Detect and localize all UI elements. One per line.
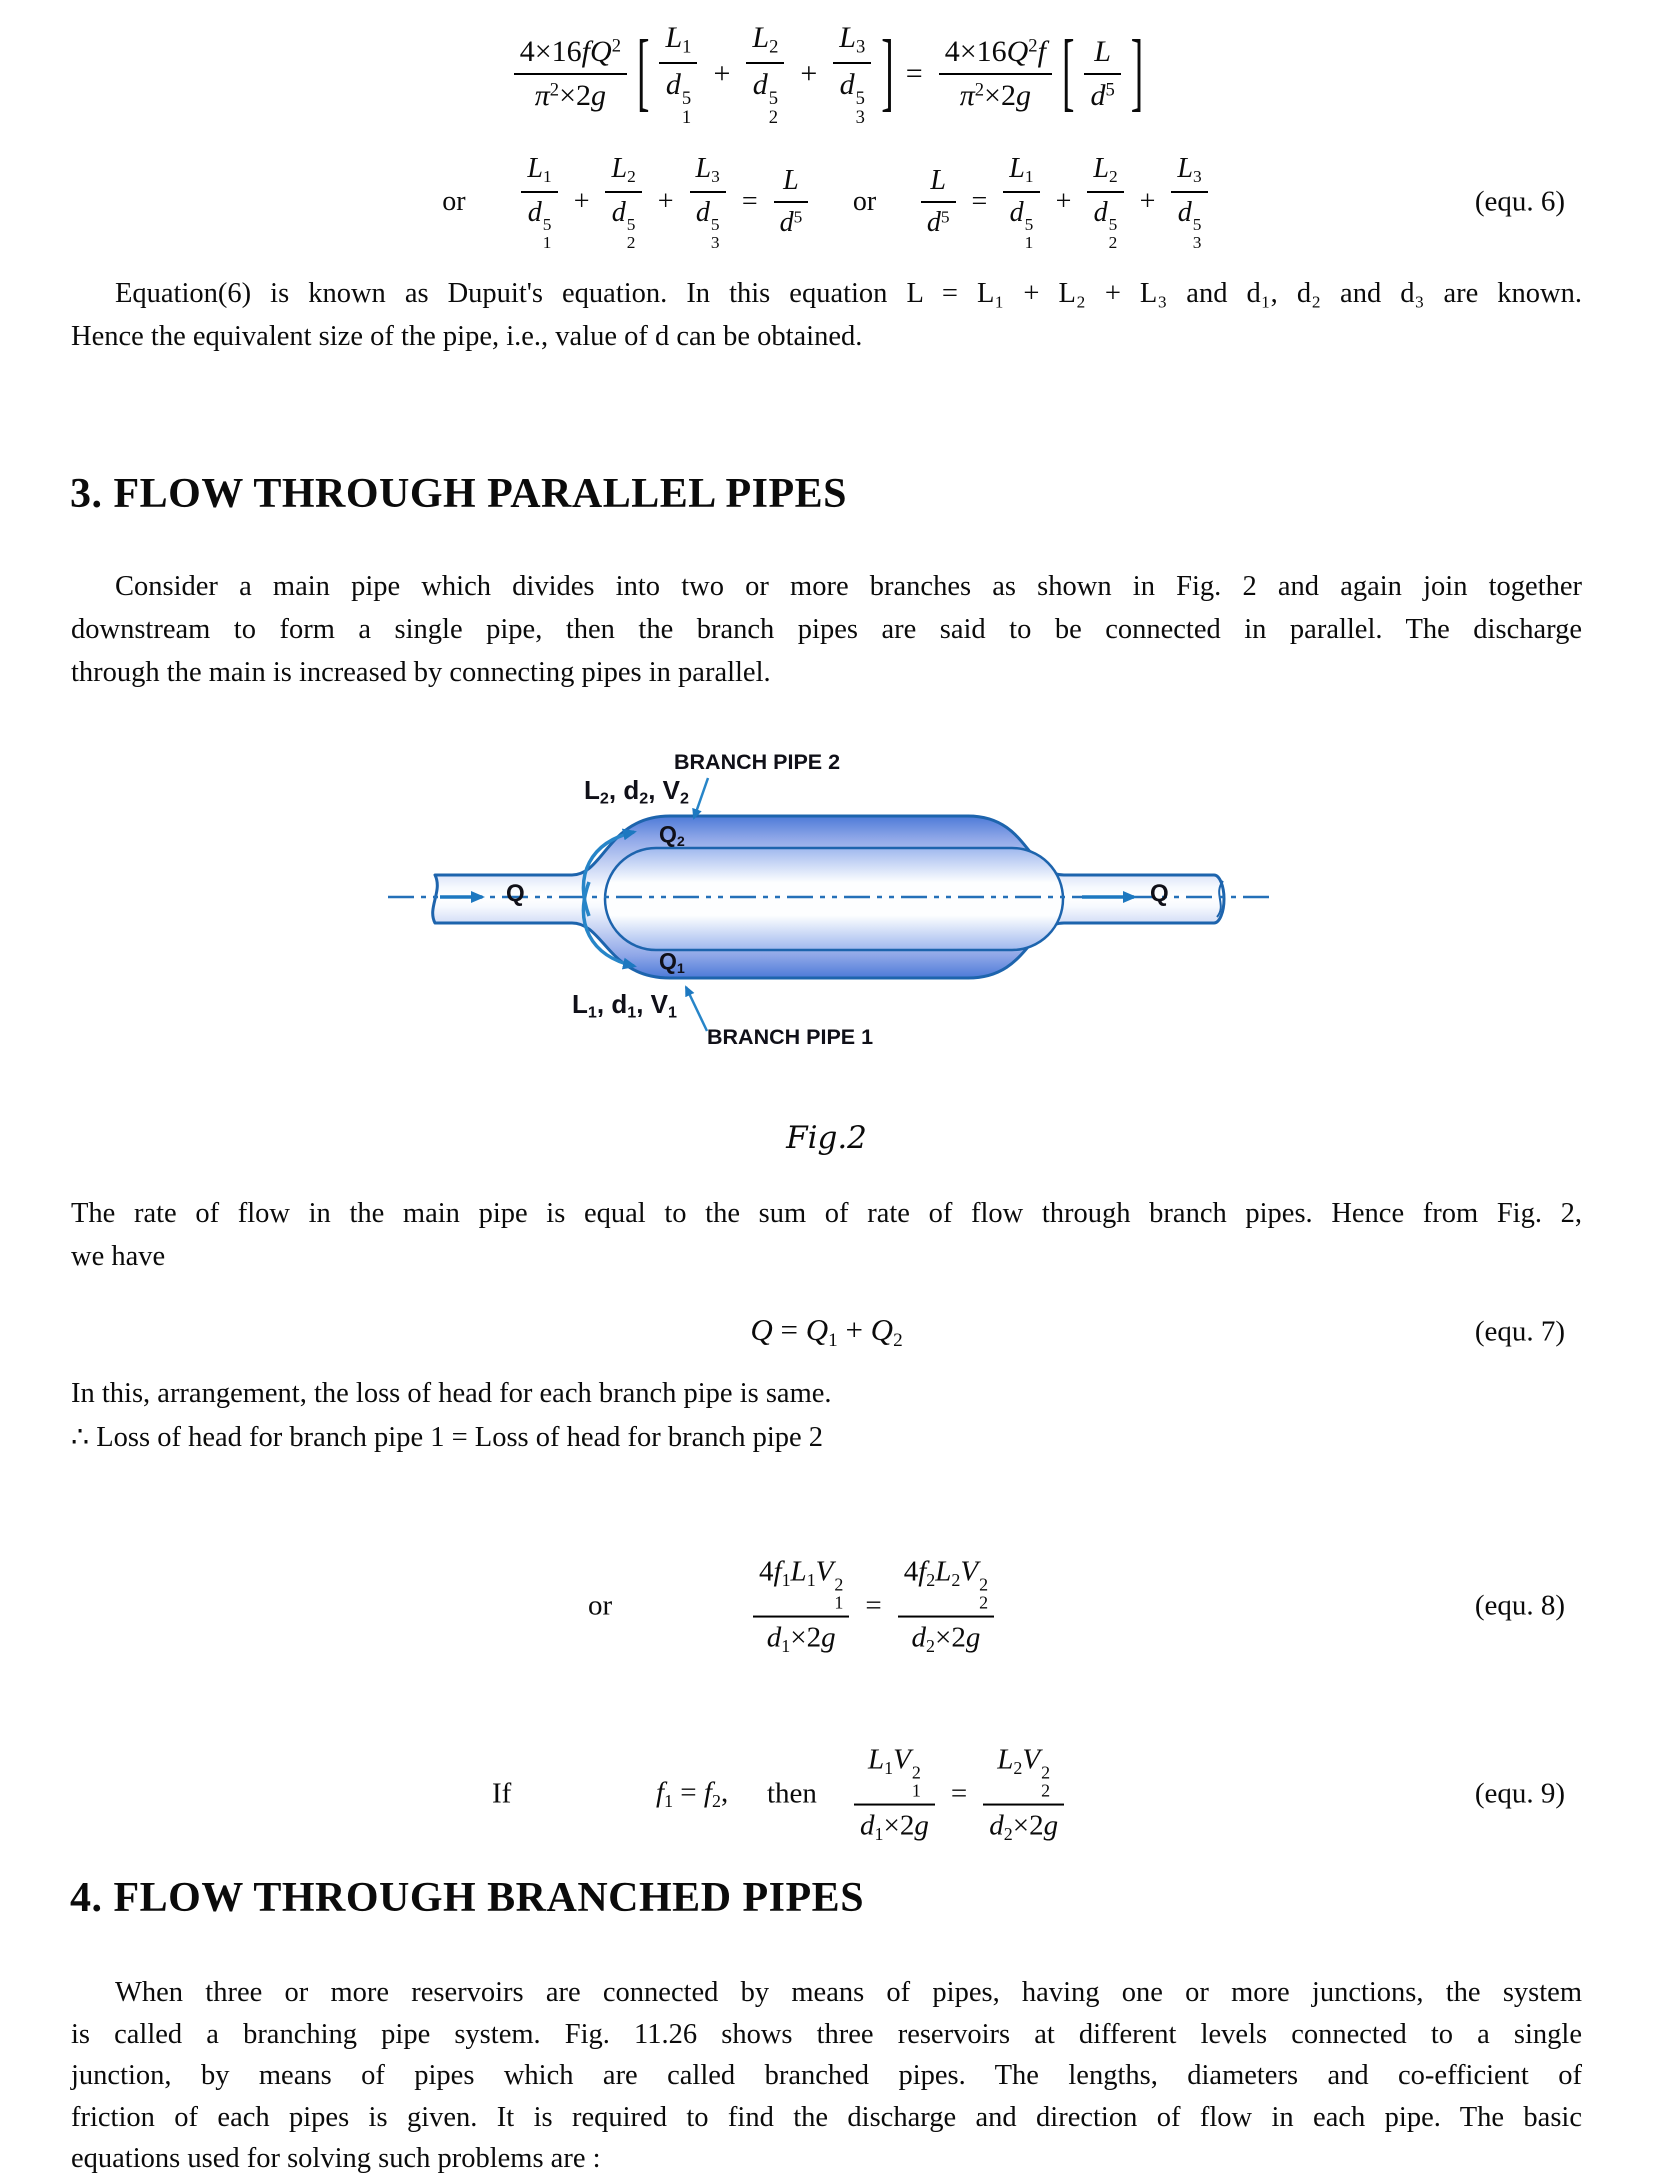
section-4-heading: 4. FLOW THROUGH BRANCHED PIPES xyxy=(70,1875,865,1921)
equation-6-label: (equ. 6) xyxy=(1474,185,1565,218)
equation-8-body xyxy=(746,1556,1001,1657)
figure-2-caption: Fig.2 xyxy=(786,1120,867,1156)
branch-pipe-1-pointer-arrow xyxy=(686,987,707,1031)
math-token: = xyxy=(741,185,758,217)
fraction: $L_2$ d 5 2 xyxy=(605,153,641,251)
fraction: $4f_2L_2V$ 2 2 $d_2\times 2g$ xyxy=(898,1556,994,1657)
equation-dupuit-derivation xyxy=(0,8,1653,140)
discharge-q-in-label: Q xyxy=(506,880,525,907)
math-token: + xyxy=(573,185,590,217)
equation-9 xyxy=(0,1728,1653,1860)
text-line: When three or more reservoirs are connected by means of pipes, having one or more junctions, the system xyxy=(115,1977,1582,2008)
math-token: [ xyxy=(1061,25,1075,122)
branch-pipe-2-pointer-arrow xyxy=(694,778,708,818)
fraction: $L_3$ d 5 3 xyxy=(1171,153,1207,251)
fraction: $L_1V$ 2 1 $d_1\times 2g$ xyxy=(854,1744,935,1845)
branch-pipe-2-label: BRANCH PIPE 2 xyxy=(674,750,841,774)
math-token: = xyxy=(865,1589,882,1622)
paragraph-loss-of-head xyxy=(71,1372,1582,1460)
math-token: = xyxy=(950,1777,968,1810)
math-token: ] xyxy=(881,25,894,122)
paragraph-parallel-intro xyxy=(71,565,1582,694)
math-token: + xyxy=(713,57,731,90)
math-token: + xyxy=(657,185,674,217)
discharge-q-out-label: Q xyxy=(1150,880,1169,907)
fraction: $L_2$ d 5 2 xyxy=(1087,153,1123,251)
math-token: [ xyxy=(636,25,650,122)
paragraph-branched-intro xyxy=(71,1972,1582,2180)
math-token: + xyxy=(1139,185,1156,217)
math-token: or xyxy=(852,185,877,217)
math-token: + xyxy=(1055,185,1072,217)
text-line: Consider a main pipe which divides into two or more branches as shown in Fig. 2 and again join together xyxy=(115,571,1582,602)
paragraph-dupuit xyxy=(71,272,1582,358)
branch-1-parameters-label: $L_1$, $d_1$, $V_1$ xyxy=(572,989,677,1022)
text-line: friction of each pipes is given. It is required to find the discharge and direction of flow in each pipe. The basic xyxy=(71,2101,1582,2133)
math-token: + xyxy=(800,57,818,90)
fraction: $4\times 16fQ^2$ $\pi^2\times 2g$ xyxy=(514,35,627,114)
equation-9-label: (equ. 9) xyxy=(1474,1777,1565,1810)
equation-7-label: (equ. 7) xyxy=(1474,1315,1565,1348)
paragraph-rate-of-flow xyxy=(71,1192,1582,1278)
fraction: $L_3$ d 5 3 xyxy=(690,153,726,251)
fraction: $L_2$ d 5 2 xyxy=(746,21,784,127)
math-token: $f_1 = f_2$, xyxy=(656,1776,729,1811)
equation-6 xyxy=(0,150,1653,254)
fraction: $L_1$ d 5 1 xyxy=(1003,153,1039,251)
equation-8-or: or xyxy=(588,1589,613,1622)
fraction: $\frac{L}{d^5}$ xyxy=(921,165,956,239)
figure-parallel-pipes xyxy=(376,742,1276,1072)
math-token: = xyxy=(971,185,988,217)
text-line: In this, arrangement, the loss of head for each branch pipe is same. xyxy=(71,1378,832,1409)
fraction: L $d^5$ xyxy=(1084,35,1120,114)
fraction: $L_1$ d 5 1 xyxy=(659,21,697,127)
branch-2-parameters-label: $L_2$, $d_2$, $V_2$ xyxy=(584,775,689,808)
equation-6-body xyxy=(438,153,1214,251)
equation-8 xyxy=(0,1540,1653,1672)
text-line: through the main is increased by connecting pipes in parallel. xyxy=(71,657,771,688)
discharge-q1-label: $Q_1$ xyxy=(659,948,685,977)
text-line: Equation(6) is known as Dupuit's equation. In this equation L = L₁ + L₂ + L₃ and d₁, d₂ and d₃ are known. xyxy=(115,278,1582,309)
equation-7 xyxy=(0,1300,1653,1364)
equation-9-if: If xyxy=(492,1777,512,1810)
text-line: Hence the equivalent size of the pipe, i.e., value of d can be obtained. xyxy=(71,321,863,352)
pipe-inner-wall xyxy=(605,848,1063,950)
math-token: then xyxy=(767,1777,817,1810)
text-line: equations used for solving such problems are : xyxy=(71,2143,601,2174)
math-token: $Q = Q_1 + Q_2$ xyxy=(750,1312,903,1351)
fraction: $\frac{4\times 16Q^2f}{\pi^2\times 2g}$ xyxy=(939,35,1052,114)
text-line: ∴ Loss of head for branch pipe 1 = Loss of head for branch pipe 2 xyxy=(71,1422,824,1453)
discharge-q2-label: $Q_2$ xyxy=(659,821,685,850)
equation-9-body xyxy=(656,1744,1071,1845)
fraction: $L_3$ d 5 3 xyxy=(833,21,871,127)
text-line: junction, by means of pipes which are called branched pipes. The lengths, diameters and co-efficient of xyxy=(71,2060,1582,2091)
fraction: $L_1$ d 5 1 xyxy=(521,153,557,251)
fraction: $\frac{L}{d^5}$ xyxy=(774,165,809,239)
section-3-heading: 3. FLOW THROUGH PARALLEL PIPES xyxy=(70,471,847,517)
text-line: The rate of flow in the main pipe is equal to the sum of rate of flow through branch pipes. Hence from Fig. 2, xyxy=(71,1198,1582,1229)
fraction: $L_2V$ 2 2 $d_2\times 2g$ xyxy=(983,1744,1064,1845)
math-token: or xyxy=(442,185,466,217)
math-token: ] xyxy=(1130,25,1144,122)
equation-7-body xyxy=(750,1312,902,1352)
fraction: $4f_1L_1V$ 2 1 $d_1\times 2g$ xyxy=(753,1556,849,1657)
text-line: downstream to form a single pipe, then the branch pipes are said to be connected in parallel. The discharge xyxy=(71,614,1582,645)
text-line: we have xyxy=(71,1241,166,1272)
branch-pipe-1-label: BRANCH PIPE 1 xyxy=(707,1025,874,1049)
math-token: = xyxy=(905,57,923,90)
text-line: is called a branching pipe system. Fig. 11.26 shows three reservoirs at different levels connected to a single xyxy=(71,2018,1582,2050)
equation-8-label: (equ. 8) xyxy=(1474,1589,1565,1622)
